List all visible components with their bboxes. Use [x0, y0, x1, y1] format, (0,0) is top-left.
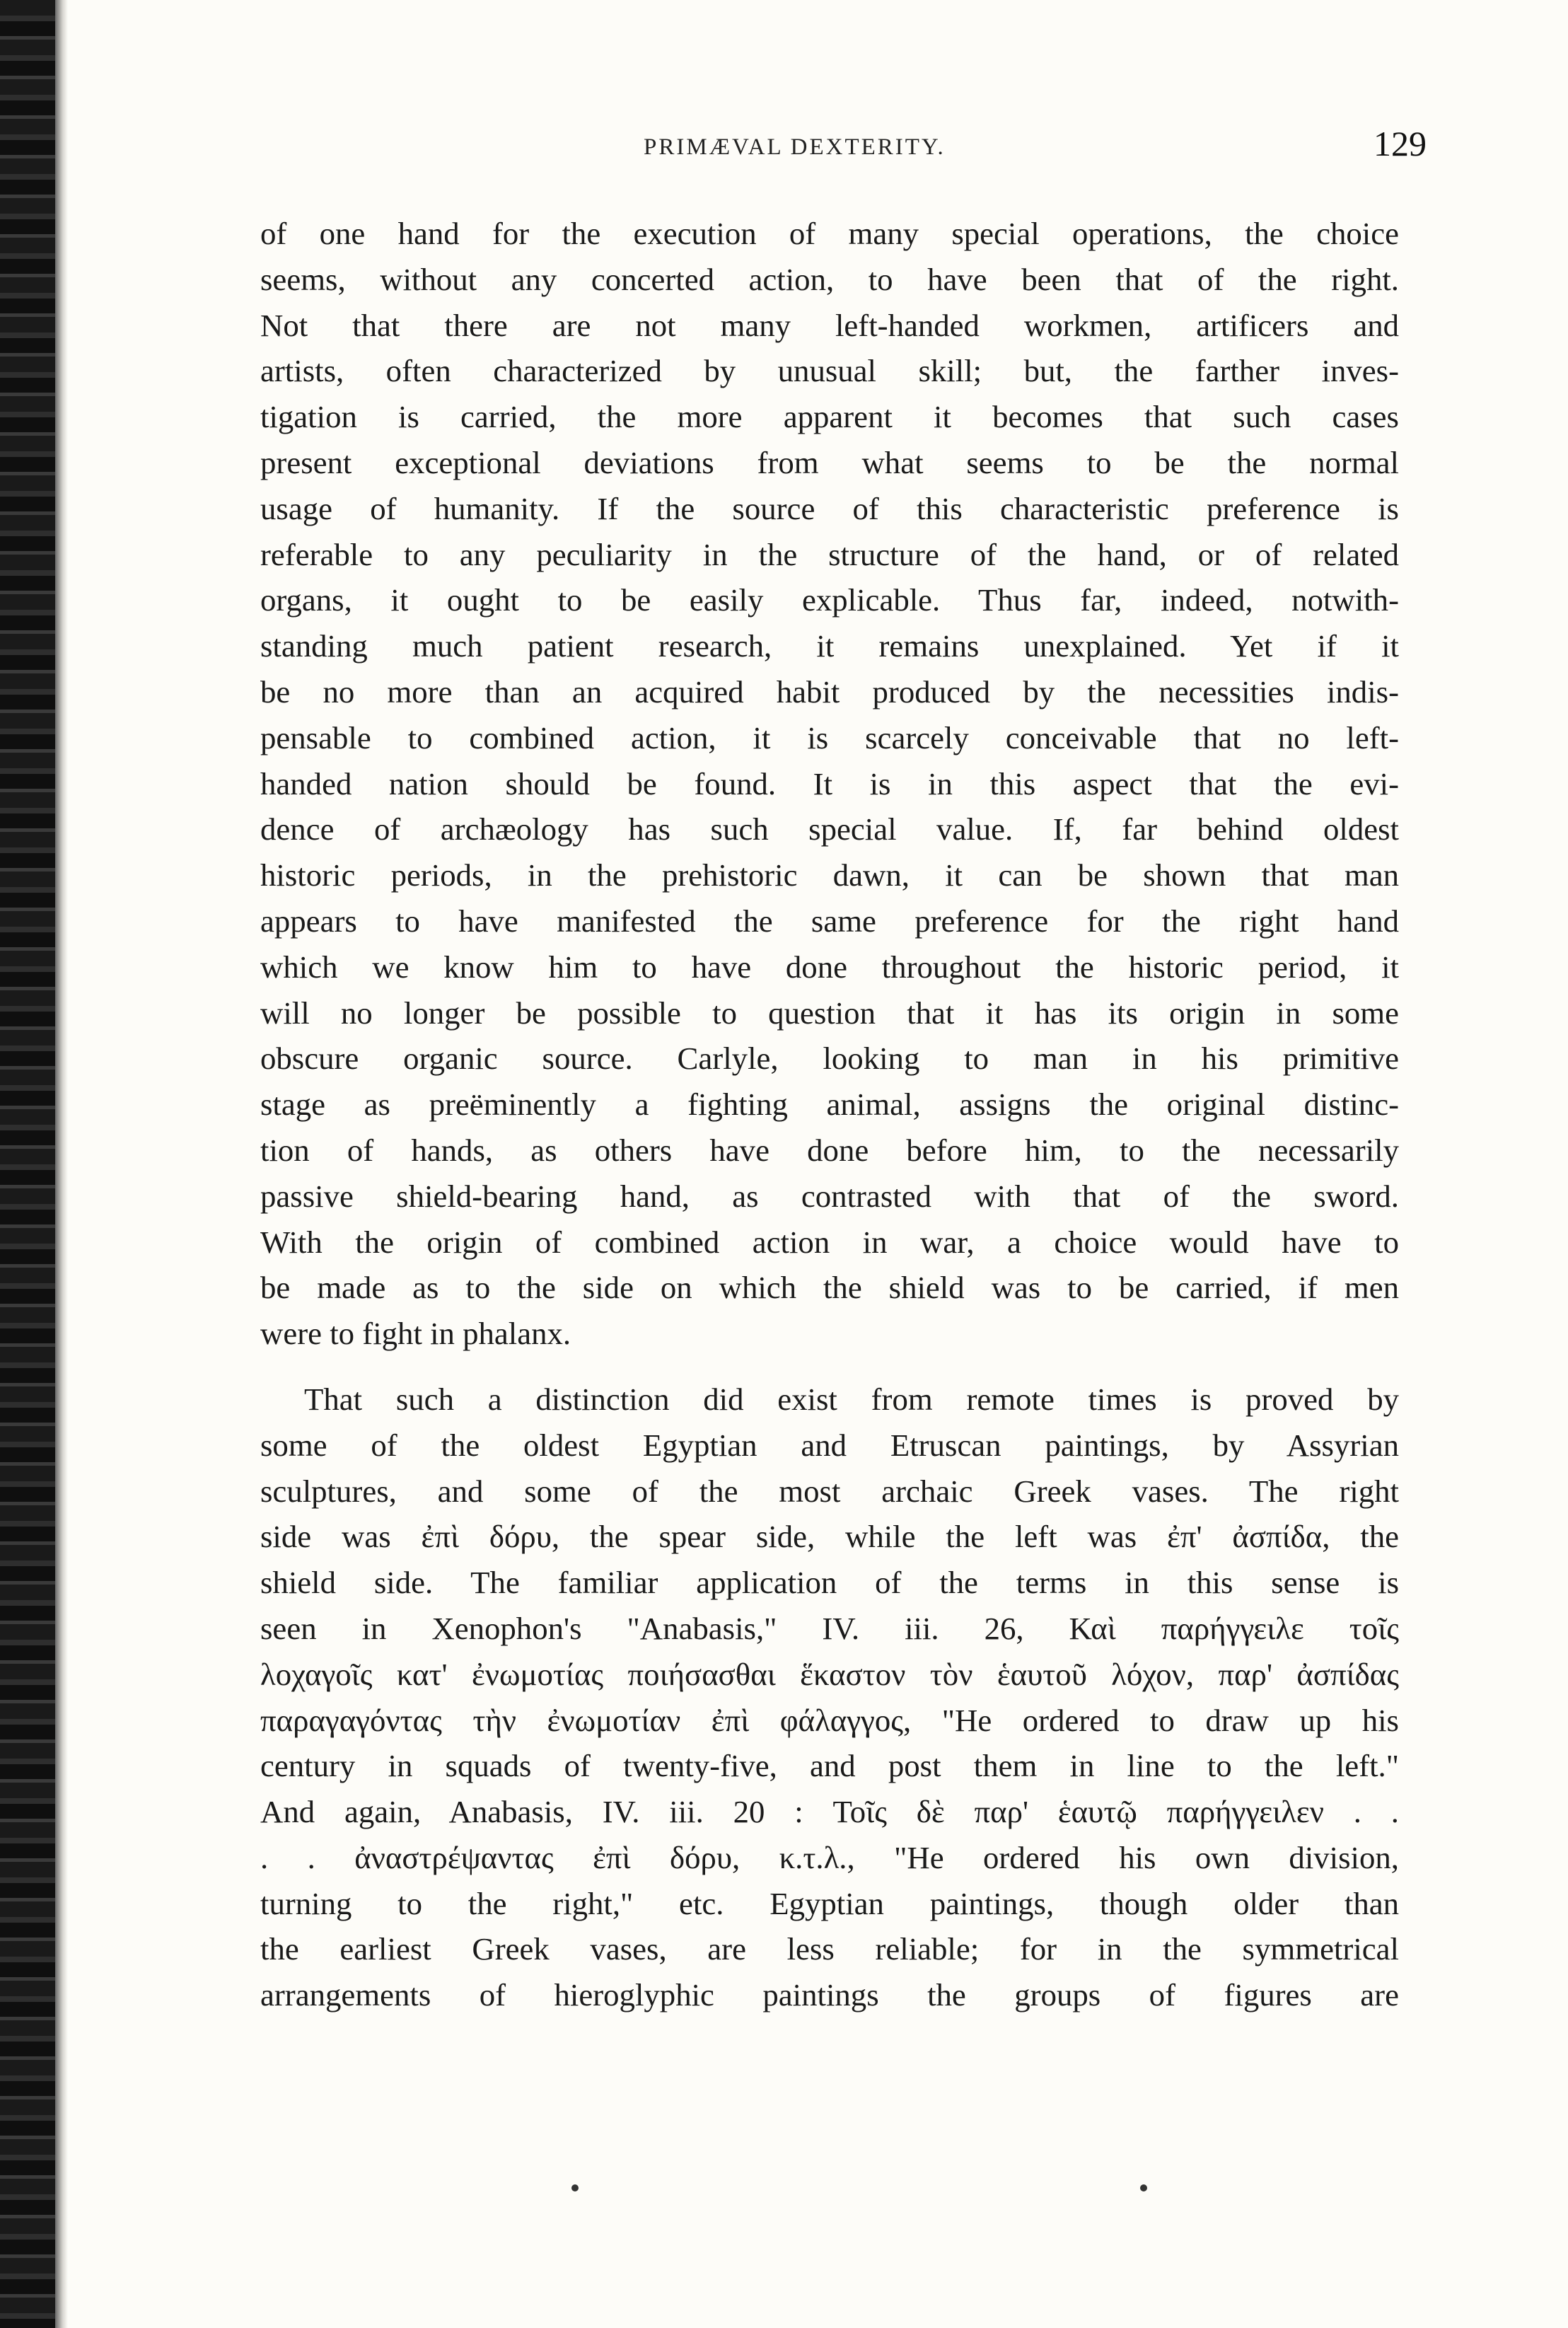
- text-line: usage of humanity. If the source of this characteristic preference is: [260, 490, 1399, 526]
- text-line: pensable to combined action, it is scarcely conceivable that no left-: [260, 719, 1399, 755]
- text-line: century in squads of twenty-five, and post them in line to the left.": [260, 1748, 1399, 1784]
- text-line: παραγαγόντας τὴν ἐνωμοτίαν ἐπὶ φάλαγγος, "He ordered to draw up his: [260, 1702, 1399, 1738]
- text-line: obscure organic source. Carlyle, looking to man in his primitive: [260, 1041, 1399, 1077]
- running-head: PRIMÆVAL DEXTERITY.: [644, 134, 946, 160]
- text-line: be made as to the side on which the shield was to be carried, if men: [260, 1270, 1399, 1306]
- paragraph-1: [260, 211, 1399, 1357]
- text-line: That such a distinction did exist from remote times is proved by: [304, 1381, 1399, 1417]
- text-line: of one hand for the execution of many special operations, the choice: [260, 216, 1399, 251]
- paragraph-2: [260, 1377, 1399, 2018]
- text-line: handed nation should be found. It is in this aspect that the evi-: [260, 765, 1399, 801]
- text-line: organs, it ought to be easily explicable. Thus far, indeed, notwith-: [260, 582, 1399, 618]
- text-line: arrangements of hieroglyphic paintings the groups of figures are: [260, 1977, 1399, 2013]
- text-line: referable to any peculiarity in the structure of the hand, or of related: [260, 536, 1399, 572]
- text-line: side was ἐπὶ δόρυ, the spear side, while the left was ἐπ' ἀσπίδα, the: [260, 1519, 1399, 1555]
- text-line: which we know him to have done throughout the historic period, it: [260, 949, 1399, 985]
- text-line: λοχαγοῖς κατ' ἐνωμοτίας ποιήσασθαι ἕκαστον τὸν ἑαυτοῦ λόχον, παρ' ἀσπίδας: [260, 1656, 1399, 1692]
- text-line: tigation is carried, the more apparent it becomes that such cases: [260, 399, 1399, 435]
- text-line: historic periods, in the prehistoric dawn, it can be shown that man: [260, 857, 1399, 893]
- text-line: present exceptional deviations from what seems to be the normal: [260, 444, 1399, 480]
- text-line: seems, without any concerted action, to have been that of the right.: [260, 261, 1399, 297]
- text-line: turning to the right," etc. Egyptian paintings, though older than: [260, 1885, 1399, 1921]
- text-line: sculptures, and some of the most archaic Greek vases. The right: [260, 1473, 1399, 1509]
- text-line: . . ἀναστρέψαντας ἐπὶ δόρυ, κ.τ.λ., "He ordered his own division,: [260, 1839, 1399, 1875]
- text-line: appears to have manifested the same preference for the right hand: [260, 903, 1399, 939]
- text-line: some of the oldest Egyptian and Etruscan paintings, by Assyrian: [260, 1427, 1399, 1463]
- print-speck: [571, 2184, 579, 2191]
- text-line: shield side. The familiar application of the terms in this sense is: [260, 1565, 1399, 1601]
- text-line: stage as preëminently a fighting animal, assigns the original distinc-: [260, 1087, 1399, 1123]
- text-line: passive shield-bearing hand, as contrasted with that of the sword.: [260, 1178, 1399, 1214]
- text-line: seen in Xenophon's "Anabasis," IV. iii. 26, Καὶ παρήγγειλε τοῖς: [260, 1610, 1399, 1646]
- text-line: With the origin of combined action in war, a choice would have to: [260, 1224, 1399, 1260]
- page-number: 129: [1374, 124, 1427, 163]
- text-line: Not that there are not many left-handed workmen, artificers and: [260, 307, 1399, 343]
- text-line: the earliest Greek vases, are less reliable; for in the symmetrical: [260, 1931, 1399, 1967]
- text-line: standing much patient research, it remains unexplained. Yet if it: [260, 628, 1399, 664]
- print-speck: [1140, 2184, 1147, 2191]
- page-body: [260, 211, 1399, 2018]
- page-gutter-shadow: [55, 0, 68, 2328]
- book-binding-edge: [0, 0, 55, 2328]
- page-header: [262, 124, 1427, 184]
- text-line: artists, often characterized by unusual skill; but, the farther inves-: [260, 353, 1399, 389]
- text-line: be no more than an acquired habit produced by the necessities indis-: [260, 673, 1399, 710]
- text-line: And again, Anabasis, IV. iii. 20 : Τοῖς δὲ παρ' ἑαυτῷ παρήγγειλεν . .: [260, 1794, 1399, 1830]
- text-line: tion of hands, as others have done before him, to the necessarily: [260, 1132, 1399, 1168]
- text-line: will no longer be possible to question that it has its origin in some: [260, 995, 1399, 1031]
- text-line: dence of archæology has such special value. If, far behind oldest: [260, 811, 1399, 847]
- text-line: were to fight in phalanx.: [260, 1316, 571, 1352]
